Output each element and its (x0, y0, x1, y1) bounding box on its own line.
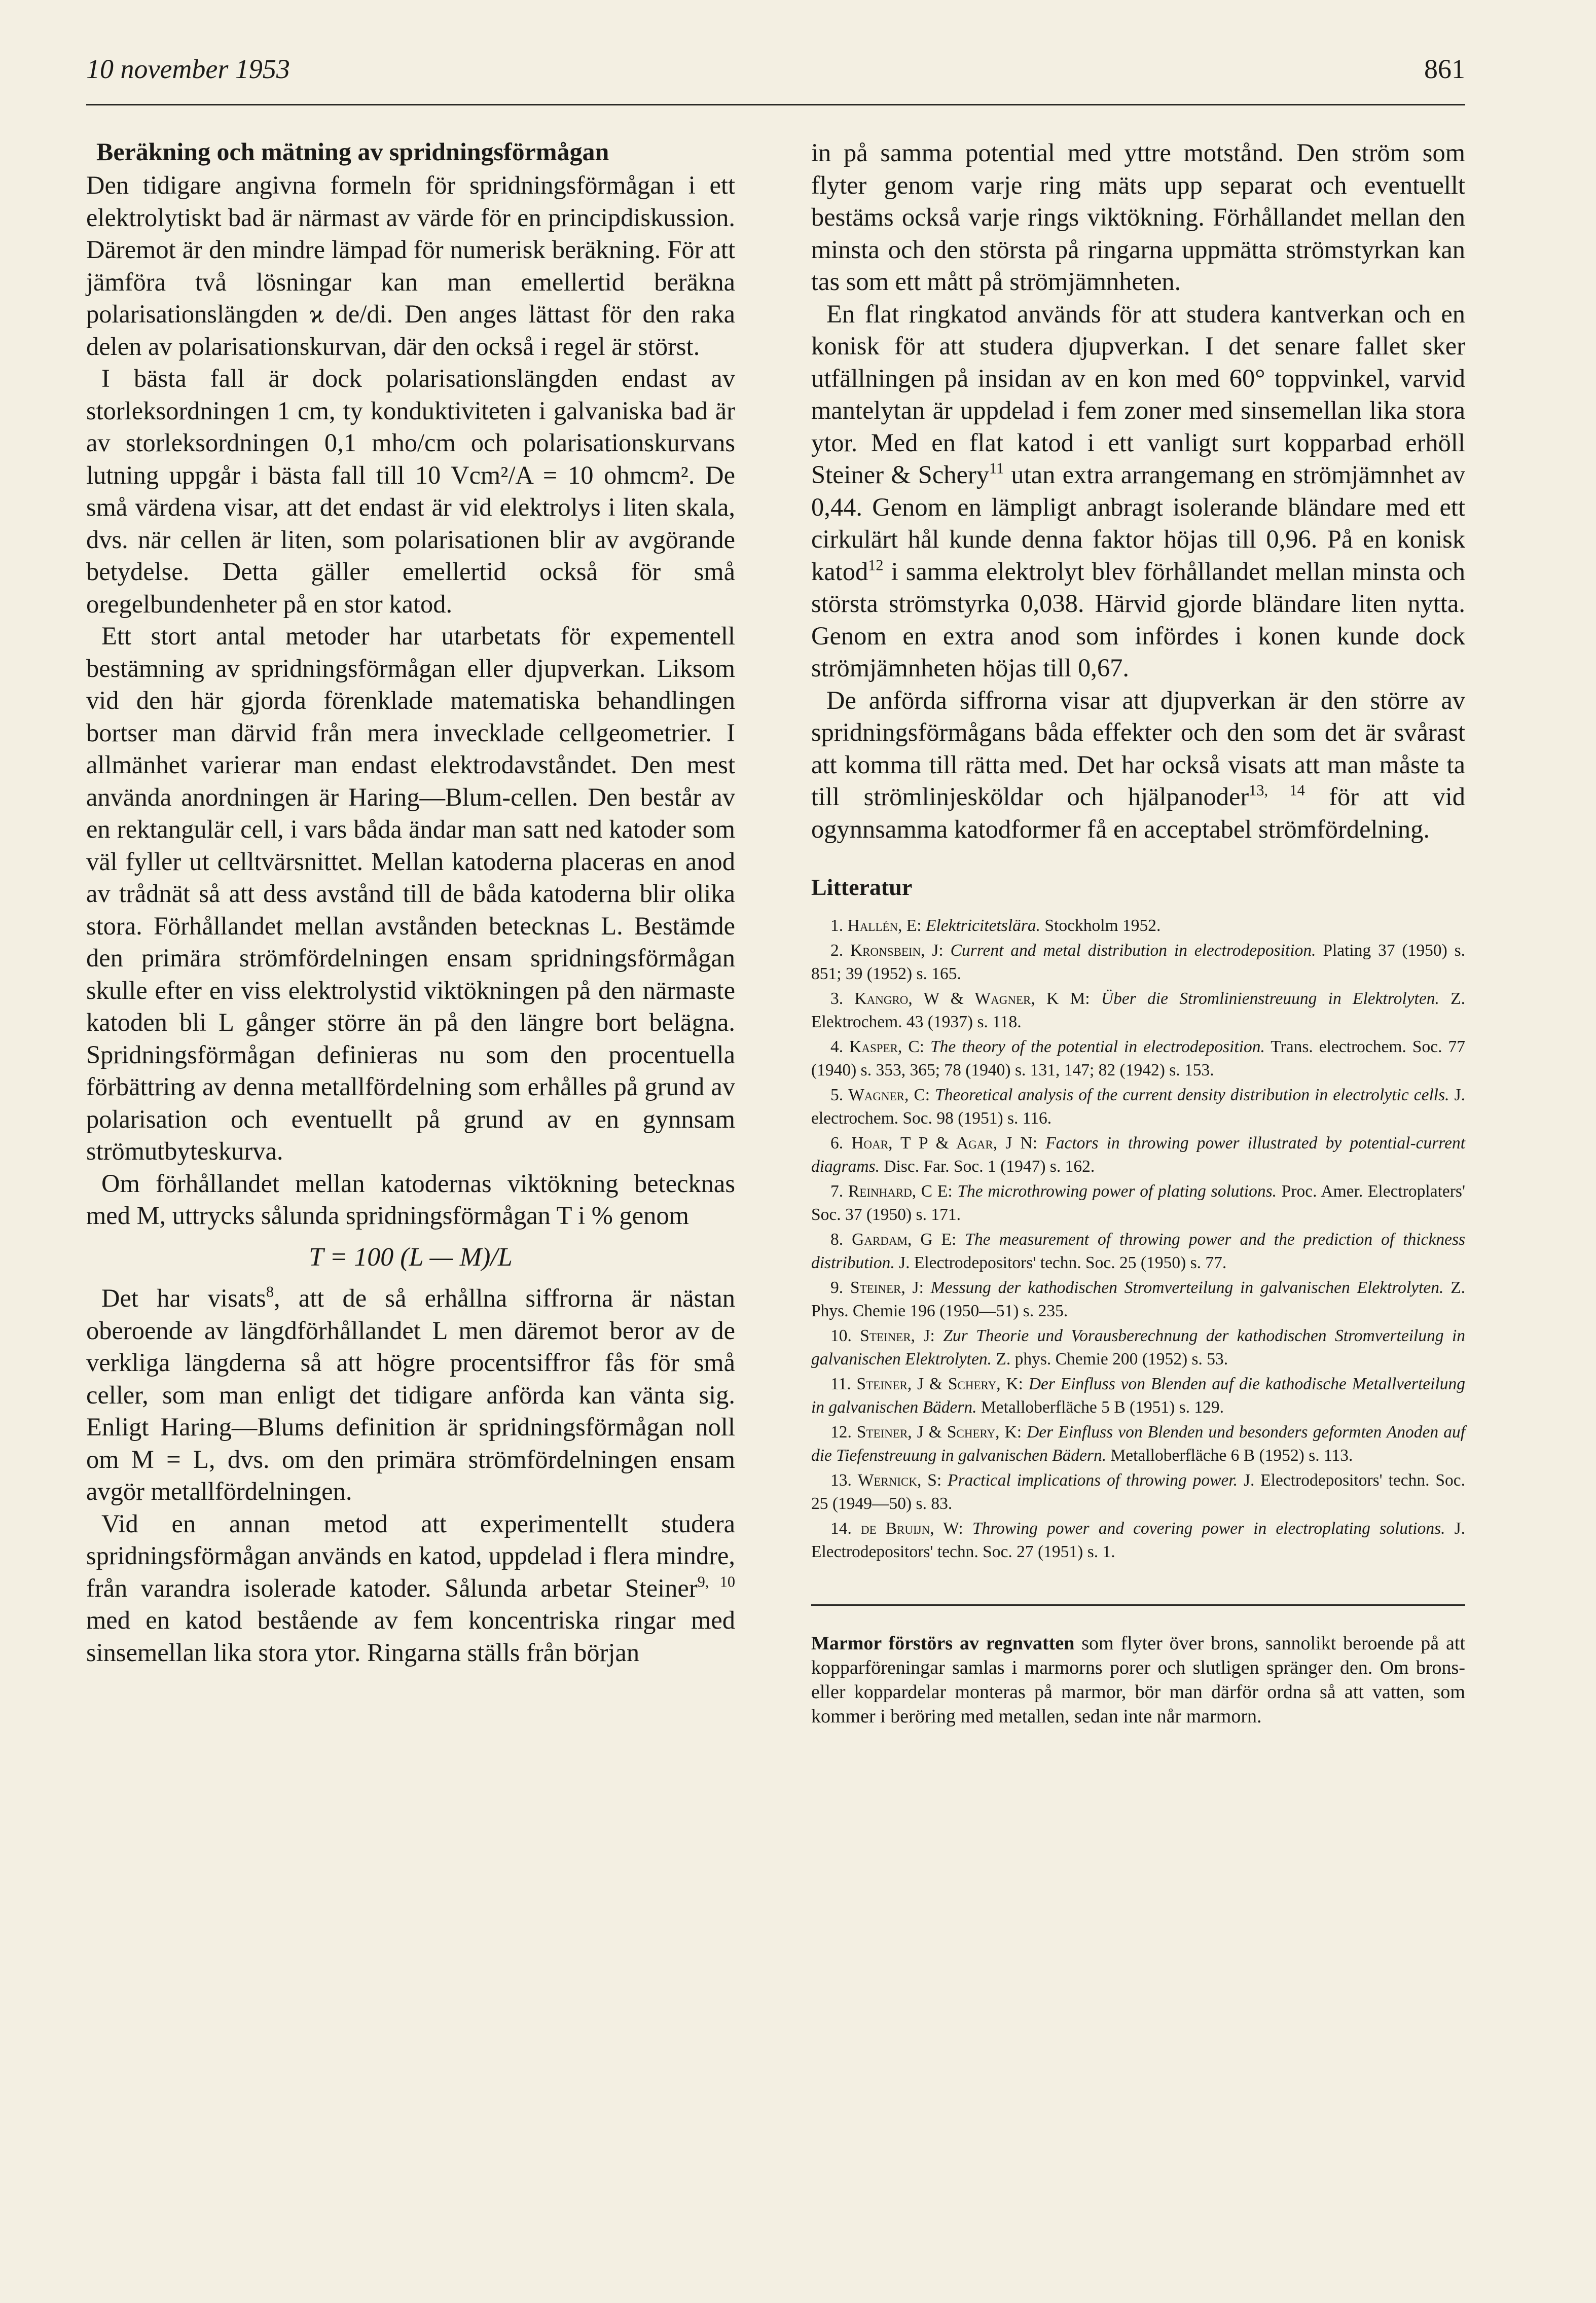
reference-title: Throwing power and covering power in electroplating solutions. (972, 1519, 1445, 1538)
reference-item (811, 1324, 1465, 1371)
reference-number: 4. (830, 1037, 844, 1056)
p5-text-b: , att de så erhållna siffrorna är nästan oberoende av längdförhållandet L men däremot beror av de verkliga längderna så att högre procentsiffror fås för små celler, som man enligt det tidigare anförda kan vänta sig. Enligt Haring—Blums definition är spridningsförmågan noll om M = L, dvs. om den primära strömfördelningen ensam avgör metallfördelningen. (86, 1284, 735, 1505)
reference-number: 2. (830, 941, 844, 960)
paragraph-3: Ett stort antal metoder har utarbetats för expementell bestämning av spridningsförmågan eller djupverkan. Liksom vid den här gjorda förenklade matematiska behandlingen bortser man därvid från mera invecklade cellgeometrier. I allmänhet varierar man endast elektrodavståndet. Den mest använda anordningen är Haring—Blum-cellen. Den består av en rektangulär cell, i vars båda ändar man satt ned katoder som väl fyller ut celltvärsnittet. Mellan katoderna placeras en anod av trådnät så att dess avstånd till de båda katoderna blir olika stora. Förhållandet mellan avstånden betecknas L. Bestämde den primära strömfördelningen ensam spridningsförmågan skulle efter en viss elektrolystid viktökningen på den närmaste katoden bli L gånger större än på den längre bort belägna. Spridningsförmågan definieras nu som den procentuella förbättring av denna metallfördelning som erhålles på grund av polarisation och eventuellt på grund av en gynnsam strömutbyteskurva. (86, 622, 735, 1165)
left-column (86, 137, 735, 1669)
reference-item (811, 1373, 1465, 1419)
divider (811, 1604, 1465, 1606)
reference-author: Wernick, S: (857, 1471, 942, 1490)
citation-ref: 12 (868, 556, 884, 573)
p8-text-a: En flat ringkatod används för att studera kantverkan och en konisk för att studera djupverkan. I det senare fallet sker utfällningen på insidan av en kon med 60° toppvinkel, varvid mantelytan är uppdelad i fem zoner med sinsemellan lika stora ytor. Med en flat katod i ett vanligt surt kopparbad erhöll Steiner & Schery (811, 299, 1465, 489)
reference-title: The microthrowing power of plating solutions. (957, 1182, 1277, 1201)
reference-author: Gardam, G E: (852, 1230, 957, 1249)
literature-heading: Litteratur (811, 874, 913, 900)
p9-text-b: för att vid ogynnsamma katodformer få en acceptabel strömfördelning. (811, 782, 1466, 843)
reference-item (811, 1517, 1465, 1564)
reference-number: 11. (830, 1375, 851, 1393)
reference-number: 8. (830, 1230, 844, 1249)
reference-author: Reinhard, C E: (848, 1182, 953, 1201)
reference-source: Proc. Amer. Electroplaters' Soc. 37 (1950) s. 171. (811, 1182, 1466, 1224)
reference-author: Kronsbein, J: (850, 941, 944, 960)
citation-ref: 11 (989, 459, 1004, 477)
reference-source: Z. phys. Chemie 200 (1952) s. 53. (996, 1350, 1228, 1369)
reference-author: Kangro, W & Wagner, K M: (854, 989, 1090, 1008)
paragraph-5 (86, 1282, 735, 1508)
issue-date: 10 november 1953 (86, 54, 290, 84)
reference-title: Der Einfluss von Blenden auf die kathodische Metallverteilung in galvanischen Bädern. (811, 1375, 1465, 1417)
reference-number: 5. (830, 1086, 844, 1104)
reference-number: 6. (830, 1134, 844, 1153)
reference-author: Steiner, J & Schery, K: (856, 1375, 1023, 1393)
reference-author: Wagner, C: (848, 1086, 930, 1104)
reference-title: Practical implications of throwing power. (948, 1471, 1238, 1490)
reference-item (811, 1084, 1465, 1130)
paragraph-8 (811, 298, 1465, 685)
reference-title: The theory of the potential in electrodeposition. (930, 1037, 1265, 1056)
reference-source: J. electrochem. Soc. 98 (1951) s. 116. (811, 1086, 1466, 1128)
p8-text-c: i samma elektrolyt blev förhållandet mellan minsta och största strömstyrka 0,038. Härvid gjorde bländare liten nytta. Genom en extra anod som infördes i konen kunde dock strömjämnheten höjas till 0,67. (811, 557, 1465, 682)
reference-number: 13. (830, 1471, 852, 1490)
reference-title: Elektricitetslära. (925, 916, 1041, 935)
reference-author: Steiner, J & Schery, K: (856, 1423, 1022, 1442)
throwing-power-formula: T = 100 (L — M)/L (309, 1242, 513, 1272)
reference-source: J. Electrodepositors' techn. Soc. 25 (1949—50) s. 83. (811, 1471, 1465, 1513)
reference-title: Factors in throwing power illustrated by potential-current diagrams. (811, 1134, 1466, 1176)
reference-item (811, 939, 1465, 986)
reference-title: Der Einfluss von Blenden und besonders geformten Anoden auf die Tiefenstreuung in galvanischen Bädern. (811, 1423, 1465, 1465)
reference-source: Metalloberfläche 6 B (1952) s. 113. (1110, 1446, 1353, 1465)
news-note (811, 1631, 1465, 1729)
section-heading: Beräkning och mätning av spridningsförmågan (96, 137, 609, 166)
paragraph-9 (811, 685, 1465, 846)
reference-author: Hallén, E: (847, 916, 922, 935)
reference-number: 3. (830, 989, 844, 1008)
reference-source: Plating 37 (1950) s. 851; 39 (1952) s. 165. (811, 941, 1465, 983)
page-header (86, 48, 1465, 105)
p6-text-a: Vid en annan metod att experimentellt studera spridningsförmågan används en katod, uppdelad i flera mindre, från varandra isolerade katoder. Sålunda arbetar Steiner (86, 1509, 735, 1602)
right-column (811, 137, 1465, 1729)
paragraph-1: Den tidigare angivna formeln för spridningsförmågan i ett elektrolytiskt bad är närmast av värde för en principdiskussion. Däremot är den mindre lämpad för numerisk beräkning. För att jämföra två lösningar kan man emellertid beräkna polarisationslängden ϰ de/di. Den anges lättast för den raka delen av polarisationskurvan, där den också i regel är störst. (86, 171, 735, 361)
reference-number: 1. (830, 916, 844, 935)
p8-text-b: utan extra arrangemang en strömjämnhet av 0,44. Genom en lämpligt anbragt isolerande bländare med ett cirkulärt hål kunde denna faktor höjas till 0,96. På en konisk katod (811, 460, 1465, 586)
reference-item (811, 1228, 1465, 1275)
reference-title: Zur Theorie und Vorausberechnung der kathodischen Stromverteilung in galvanischen Elektrolyten. (811, 1326, 1466, 1369)
note-text: som flyter över brons, sannolikt beroende på att kopparföreningar samlas i marmorns porer och slutligen spränger den. Om brons- eller koppardelar monteras på marmor, bör man därför ordna så att vatten, som kommer i beröring med metallen, sedan inte når marmorn. (811, 1633, 1465, 1727)
reference-number: 7. (830, 1182, 844, 1201)
reference-title: Theoretical analysis of the current density distribution in electrolytic cells. (935, 1086, 1449, 1104)
reference-title: Messung der kathodischen Stromverteilung in galvanischen Elektrolyten. (930, 1278, 1444, 1297)
citation-ref: 13, 14 (1249, 781, 1305, 799)
paragraph-7: in på samma potential med yttre motstånd. Den ström som flyter genom varje ring mäts upp separat och eventuellt bestäms också varje rings viktökning. Förhållandet mellan den minsta och den största på ringarna uppmätta strömstyrkan kan tas som ett mått på strömjämnheten. (811, 138, 1465, 296)
reference-title: Current and metal distribution in electrodeposition. (950, 941, 1316, 960)
reference-number: 12. (830, 1423, 852, 1442)
reference-item (811, 1469, 1465, 1516)
reference-item (811, 1421, 1465, 1467)
reference-item (811, 1035, 1465, 1082)
reference-source: Trans. electrochem. Soc. 77 (1940) s. 353, 365; 78 (1940) s. 131, 147; 82 (1942) s. 153. (811, 1037, 1465, 1079)
reference-title: The measurement of throwing power and the prediction of thickness distribution. (811, 1230, 1466, 1272)
reference-item (811, 987, 1465, 1034)
reference-source: Disc. Far. Soc. 1 (1947) s. 162. (884, 1157, 1095, 1176)
reference-item (811, 1132, 1465, 1178)
paragraph-6 (86, 1508, 735, 1669)
reference-author: Steiner, J: (860, 1326, 935, 1345)
reference-title: Über die Stromlinienstreuung in Elektrolyten. (1101, 989, 1439, 1008)
reference-source: Z. Elektrochem. 43 (1937) s. 118. (811, 989, 1465, 1031)
reference-number: 10. (830, 1326, 852, 1345)
reference-item (811, 1276, 1465, 1323)
p9-text-a: De anförda siffrorna visar att djupverkan är den större av spridningsförmågans båda effekter och den som det är svårast att komma till rätta med. Det har också visats att man måste ta till strömlinjesköldar och hjälpanoder (811, 686, 1465, 811)
note-lead: Marmor förstörs av regnvatten (811, 1633, 1075, 1654)
reference-source: Z. Phys. Chemie 196 (1950—51) s. 235. (811, 1278, 1466, 1320)
p6-text-b: med en katod bestående av fem koncentriska ringar med sinsemellan lika stora ytor. Ringarna ställs från början (86, 1606, 735, 1667)
reference-source: J. Electrodepositors' techn. Soc. 25 (1950) s. 77. (899, 1253, 1227, 1272)
citation-ref: 9, 10 (697, 1572, 736, 1590)
p5-text-a: Det har visats (101, 1284, 266, 1312)
reference-author: Hoar, T P & Agar, J N: (851, 1134, 1038, 1153)
reference-item (811, 914, 1465, 938)
reference-source: Metalloberfläche 5 B (1951) s. 129. (981, 1398, 1224, 1417)
reference-list (811, 914, 1465, 1564)
paragraph-4: Om förhållandet mellan katodernas viktökning betecknas med M, uttrycks sålunda spridningsförmågan T i % genom (86, 1169, 735, 1230)
citation-ref: 8 (266, 1283, 274, 1301)
reference-number: 14. (830, 1519, 852, 1538)
reference-source: Stockholm 1952. (1044, 916, 1161, 935)
page-number: 861 (1424, 54, 1465, 84)
reference-number: 9. (830, 1278, 844, 1297)
paragraph-2: I bästa fall är dock polarisationslängden endast av storleksordningen 1 cm, ty konduktiviteten i galvaniska bad är av storleksordningen 0,1 mho/cm och polarisationskurvans lutning uppgår i bästa fall till 10 Vcm²/A = 10 ohmcm². De små värdena visar, att det endast är vid elektrolys i liten skala, dvs. när cellen är liten, som polarisationen blir av avgörande betydelse. Detta gäller emellertid också för små oregelbundenheter på en stor katod. (86, 364, 735, 618)
reference-author: de Bruijn, W: (860, 1519, 963, 1538)
reference-author: Steiner, J: (850, 1278, 924, 1297)
reference-author: Kasper, C: (849, 1037, 924, 1056)
reference-item (811, 1180, 1465, 1227)
reference-source: J. Electrodepositors' techn. Soc. 27 (1951) s. 1. (811, 1519, 1465, 1561)
